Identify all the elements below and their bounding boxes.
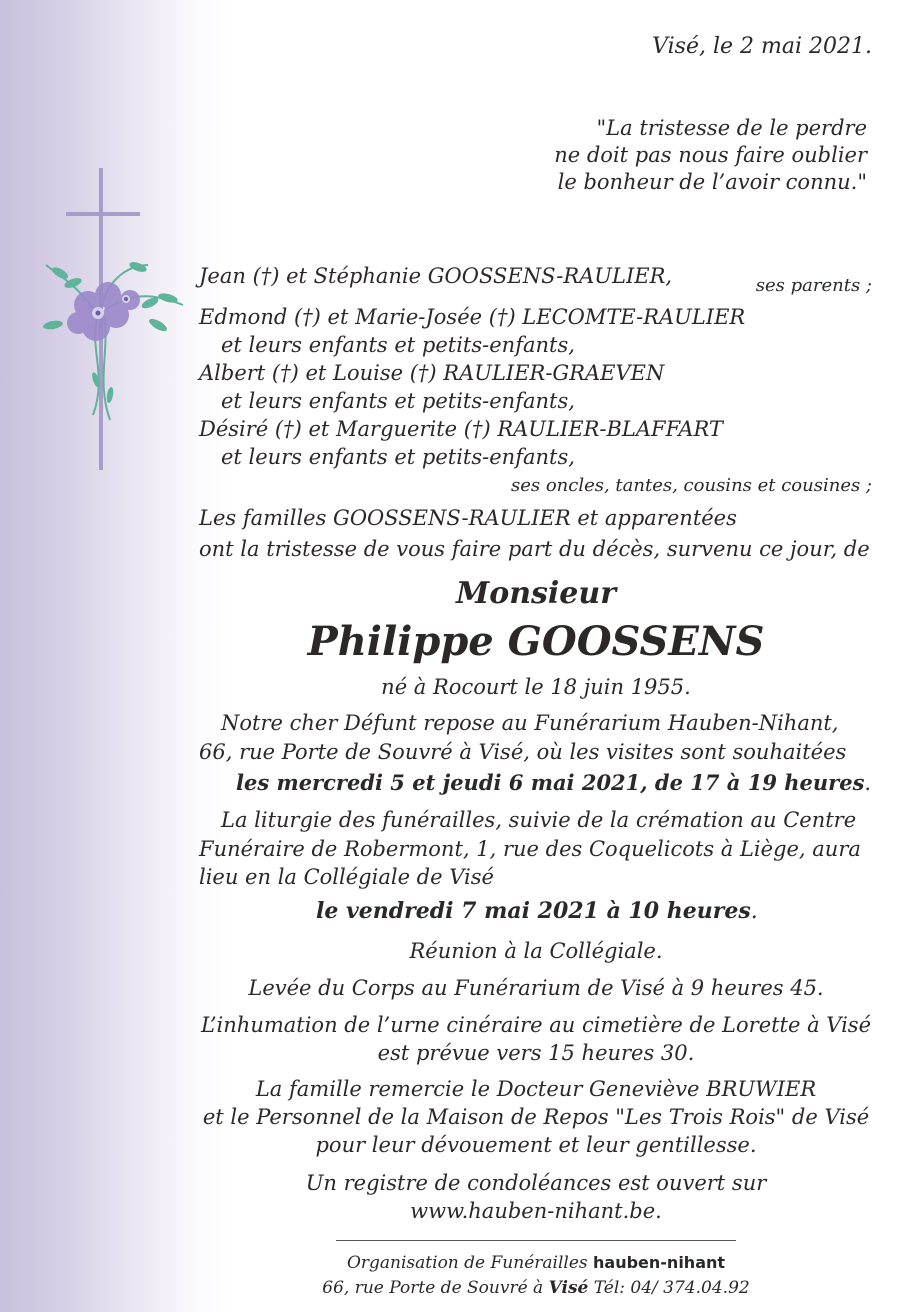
birth-line: né à Rocourt le 18 juin 1955. xyxy=(381,675,691,699)
visits-dates: les mercredi 5 et jeudi 6 mai 2021, de 17 à 19 heures. xyxy=(236,770,872,795)
parents-line: Jean (†) et Stéphanie GOOSSENS-RAULIER, xyxy=(199,264,673,288)
quote-line: le bonheur de l’avoir connu." xyxy=(557,170,867,194)
footer-brand-logo: hauben-nihant xyxy=(593,1253,726,1272)
quote-line: ne doit pas nous faire oublier xyxy=(554,143,867,167)
registry-line: Un registre de condoléances est ouvert sur xyxy=(305,1171,767,1195)
levee-line: Levée du Corps au Funérarium de Visé à 9 heures 45. xyxy=(248,976,824,1000)
liturgy-line: lieu en la Collégiale de Visé xyxy=(199,865,494,889)
footer-address-prefix: 66, rue Porte de Souvré à xyxy=(322,1278,544,1298)
visits-line: 66, rue Porte de Souvré à Visé, où les visites sont souhaitées xyxy=(199,740,847,764)
registry-link[interactable]: www.hauben-nihant.be. xyxy=(410,1199,662,1223)
footer-org-prefix: Organisation de Funérailles xyxy=(346,1253,588,1273)
liturgy-line: La liturgie des funérailles, suivie de la crémation au Centre xyxy=(221,808,857,832)
relatives-label: ses oncles, tantes, cousins et cousines ; xyxy=(510,475,872,496)
reunion-line: Réunion à la Collégiale. xyxy=(409,939,663,963)
family-line: Albert (†) et Louise (†) RAULIER-GRAEVEN xyxy=(199,361,665,385)
footer-city: Visé xyxy=(548,1278,589,1298)
footer-divider xyxy=(336,1240,736,1241)
date-line: Visé, le 2 mai 2021. xyxy=(652,34,872,59)
inhumation-line: L’inhumation de l’urne cinéraire au cimetière de Lorette à Visé xyxy=(200,1013,872,1037)
liturgy-line: Funéraire de Robermont, 1, rue des Coquelicots à Liège, aura xyxy=(199,837,861,861)
footer-phone: Tél: 04/ 374.04.92 xyxy=(593,1278,750,1298)
inhumation-line: est prévue vers 15 heures 30. xyxy=(377,1041,695,1065)
family-line: et leurs enfants et petits-enfants, xyxy=(221,333,575,357)
liturgy-date-text: le vendredi 7 mai 2021 à 10 heures xyxy=(316,898,751,924)
announcement-line: ont la tristesse de vous faire part du décès, survenu ce jour, de xyxy=(199,537,870,561)
visits-dates-text: les mercredi 5 et jeudi 6 mai 2021, de 17 à 19 heures xyxy=(236,770,865,795)
footer-organisation xyxy=(186,1250,886,1276)
parents-label: ses parents ; xyxy=(755,275,872,296)
family-line: et leurs enfants et petits-enfants, xyxy=(221,389,575,413)
visits-line: Notre cher Défunt repose au Funérarium Hauben-Nihant, xyxy=(221,711,839,735)
family-line: et leurs enfants et petits-enfants, xyxy=(221,445,575,469)
thanks-line: La famille remercie le Docteur Geneviève BRUWIER xyxy=(255,1077,817,1101)
families-line: Les familles GOOSSENS-RAULIER et apparentées xyxy=(199,506,737,530)
cross-with-flowers-icon xyxy=(38,165,198,475)
honorific: Monsieur xyxy=(455,576,617,611)
family-line: Désiré (†) et Marguerite (†) RAULIER-BLAFFART xyxy=(199,417,723,441)
thanks-line: pour leur dévouement et leur gentillesse. xyxy=(315,1133,757,1157)
footer-address xyxy=(186,1275,886,1301)
quote-line: "La tristesse de le perdre xyxy=(596,116,867,140)
deceased-name: Philippe GOOSSENS xyxy=(307,618,765,665)
thanks-line: et le Personnel de la Maison de Repos "Les Trois Rois" de Visé xyxy=(202,1105,870,1129)
family-line: Edmond (†) et Marie-Josée (†) LECOMTE-RAULIER xyxy=(199,305,746,329)
liturgy-date: le vendredi 7 mai 2021 à 10 heures. xyxy=(316,898,758,924)
